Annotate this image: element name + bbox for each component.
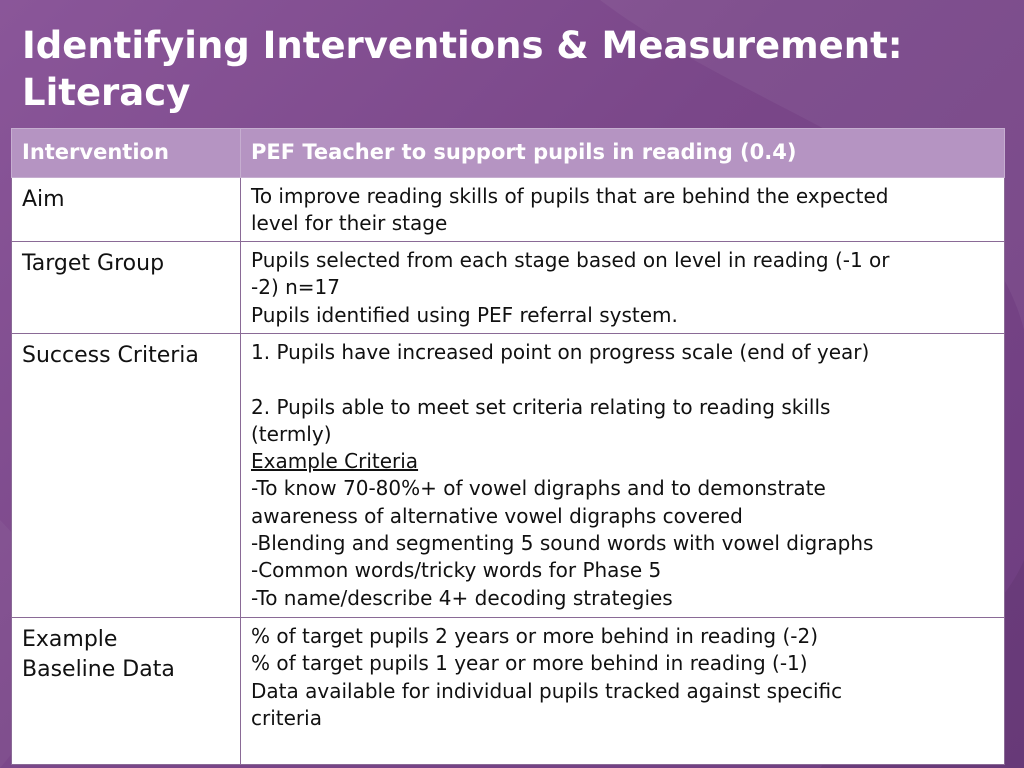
success-criteria-line-1: 1. Pupils have increased point on progress scale (end of year) (251, 340, 870, 364)
baseline-label-line-1: Example (22, 627, 118, 652)
row-label-cell (12, 178, 241, 242)
table-row-baseline-data (12, 618, 1005, 765)
slide-title-line-2: Literacy (22, 71, 191, 114)
success-criteria-line-2: 2. Pupils able to meet set criteria relating to reading skills (251, 394, 831, 419)
row-label-cell (12, 242, 241, 334)
slide-title (22, 22, 1002, 116)
target-group-line-1: Pupils selected from each stage based on level in reading (-1 or (251, 248, 890, 272)
row-label-target-group: Target Group (22, 251, 165, 276)
row-content-cell (241, 618, 1005, 765)
success-criteria-line-8: -Common words/tricky words for Phase 5 (251, 558, 662, 583)
target-group-line-3: Pupils identified using PEF referral system. (251, 302, 678, 327)
baseline-label-line-2: Baseline Data (22, 657, 175, 682)
success-criteria-line-7: -Blending and segmenting 5 sound words with vowel digraphs (251, 531, 874, 556)
table-row-aim (12, 178, 1005, 242)
success-criteria-line-5: -To know 70-80%+ of vowel digraphs and to demonstrate (251, 476, 826, 501)
target-group-line-2: -2) n=17 (251, 275, 340, 300)
aim-line-2: level for their stage (251, 211, 448, 236)
paragraph-gap (251, 366, 996, 393)
row-content-cell (241, 334, 1005, 618)
slide-title-line-1: Identifying Interventions & Measurement: (22, 24, 903, 67)
row-label-baseline-data (12, 618, 240, 685)
row-content-cell (241, 242, 1005, 334)
intervention-table (11, 128, 1005, 765)
header-value-cell (241, 129, 1005, 178)
baseline-line-2: % of target pupils 1 year or more behind in reading (-1) (251, 651, 808, 676)
header-label-cell (12, 129, 241, 178)
baseline-line-3: Data available for individual pupils tracked against specific (251, 678, 843, 703)
header-label: Intervention (22, 140, 169, 164)
aim-line-1: To improve reading skills of pupils that are behind the expected (251, 184, 889, 208)
success-criteria-line-3: (termly) (251, 421, 332, 446)
success-criteria-line-6: awareness of alternative vowel digraphs covered (251, 503, 743, 528)
success-criteria-line-9: -To name/describe 4+ decoding strategies (251, 585, 673, 610)
row-label-aim: Aim (22, 187, 65, 212)
row-label-cell (12, 334, 241, 618)
header-value: PEF Teacher to support pupils in reading (0.4) (251, 140, 797, 164)
table-row-success-criteria (12, 334, 1005, 618)
baseline-line-4: criteria (251, 705, 322, 730)
example-criteria-heading: Example Criteria (251, 449, 419, 474)
table-header-row (12, 129, 1005, 178)
row-label-cell (12, 618, 241, 765)
baseline-line-1: % of target pupils 2 years or more behind in reading (-2) (251, 624, 819, 648)
row-label-success-criteria: Success Criteria (22, 343, 199, 368)
table-row-target-group (12, 242, 1005, 334)
row-content-cell (241, 178, 1005, 242)
